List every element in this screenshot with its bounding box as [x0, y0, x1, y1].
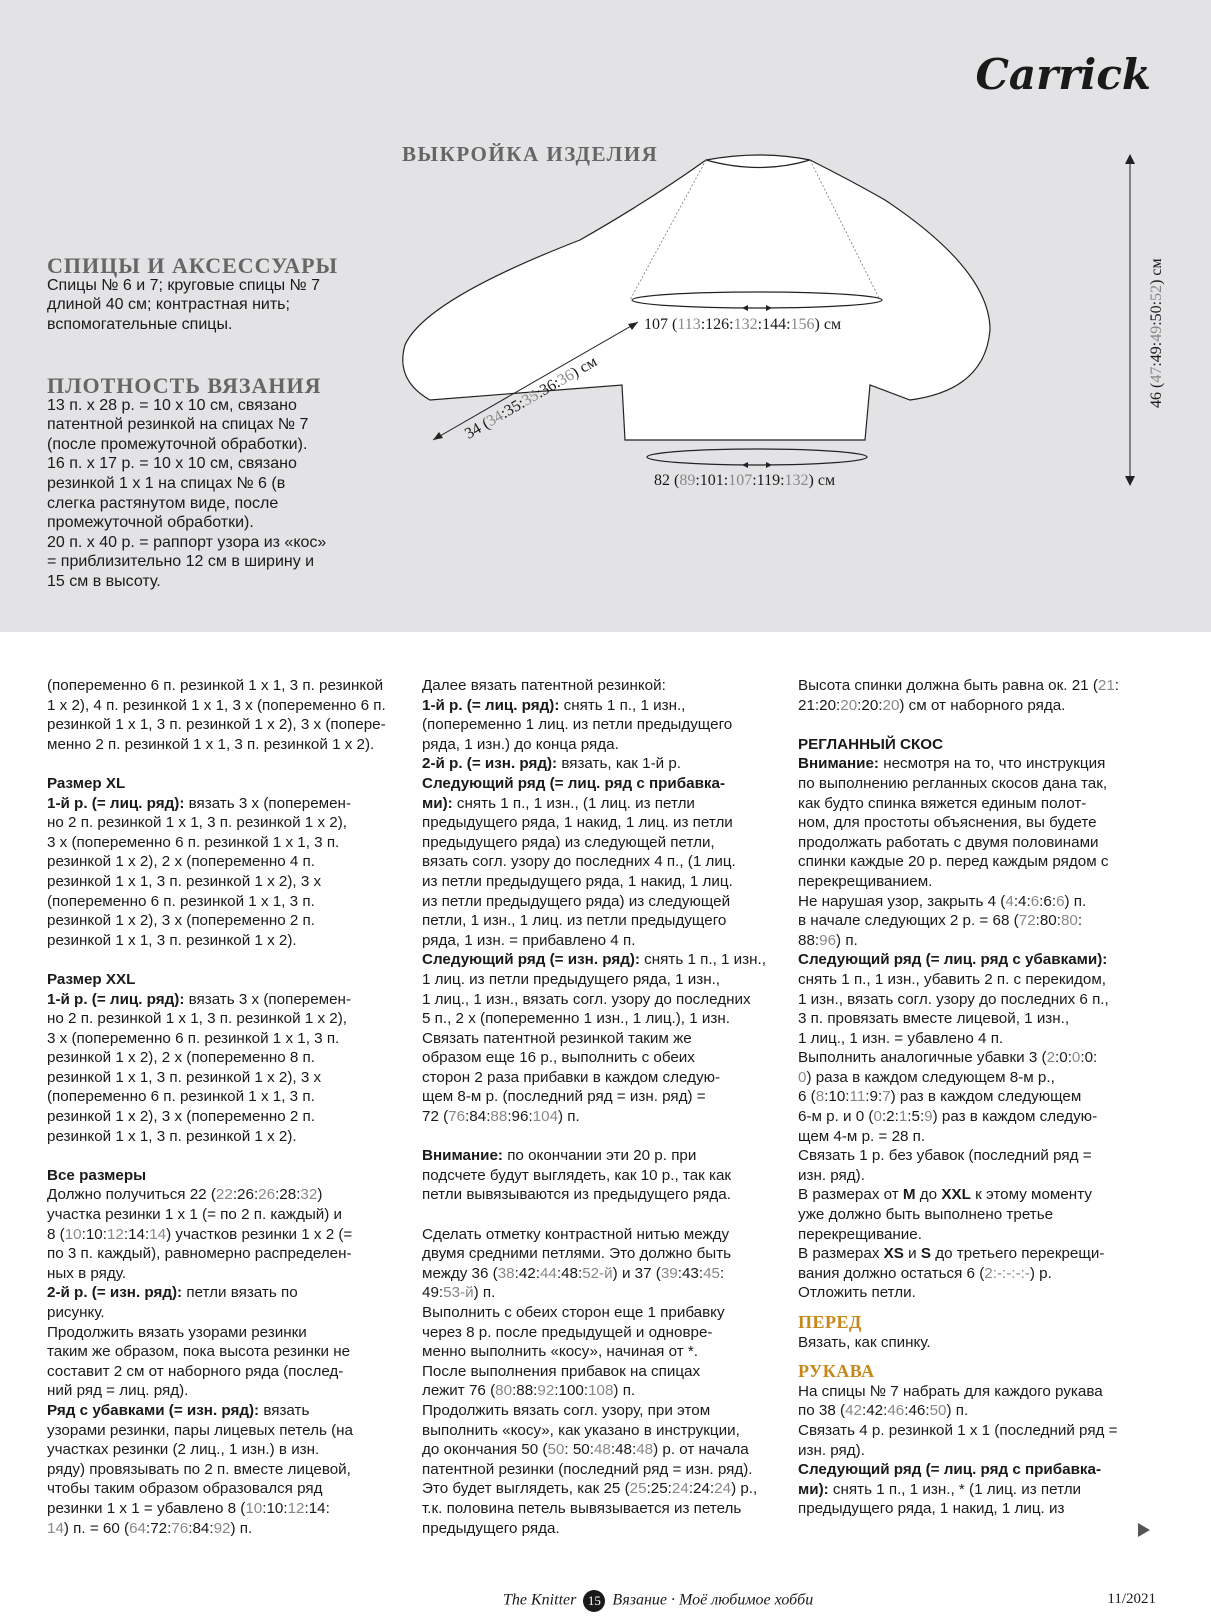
text-column-1: [47, 676, 403, 1538]
text-line: 8 (10:10:12:14:14) участков резинки 1 х 2 (=: [47, 1225, 353, 1243]
text-line: Продолжить вязать узорами резинки: [47, 1323, 307, 1341]
text-line: 2-й р. (= изн. ряд): петли вязать по: [47, 1284, 298, 1302]
text-line: перекрещиванием.: [798, 872, 933, 890]
text-line: резинкой 1 х 2), 3 х (попеременно 2 п.: [47, 912, 315, 930]
gauge-line: 13 п. х 28 р. = 10 х 10 см, связано: [47, 396, 297, 414]
text-line: т.к. половина петель вывязывается из петель: [422, 1499, 742, 1517]
text-line: Внимание: по окончании эти 20 р. при: [422, 1147, 697, 1165]
text-line: 6-м р. и 0 (0:2:1:5:9) раз в каждом следую-: [798, 1108, 1098, 1126]
text-line: Связать патентной резинкой таким же: [422, 1029, 692, 1047]
sweater-outline: [403, 155, 990, 440]
text-column-2: [422, 676, 778, 1538]
text-line: 14) п. = 60 (64:72:76:84:92) п.: [47, 1519, 253, 1537]
text-line: менно 2 п. резинкой 1 х 1, 3 п. резинкой 1 х 2).: [47, 735, 375, 753]
text-line: Ряд с убавками (= изн. ряд): вязать: [47, 1401, 310, 1419]
text-line: ряда, 1 изн. = прибавлено 4 п.: [422, 931, 636, 949]
text-line: участка резинки 1 х 1 (= по 2 п. каждый) и: [47, 1206, 343, 1224]
magazine-subtitle: Вязание · Моё любимое хобби: [612, 1591, 814, 1609]
text-line: ми): снять 1 п., 1 изн., * (1 лиц. из петли: [798, 1480, 1082, 1498]
text-line: Выполнить с обеих сторон еще 1 прибавку: [422, 1304, 725, 1321]
text-line: (попеременно 6 п. резинкой 1 х 1, 3 п. резинкой: [47, 677, 384, 694]
text-line: (попеременно 1 лиц. из петли предыдущего: [422, 716, 733, 734]
text-line: ных в ряду.: [47, 1264, 127, 1282]
continue-arrow-icon: [1138, 1523, 1150, 1537]
text-line: резинкой 1 х 1, 3 п. резинкой 1 х 2).: [47, 1127, 297, 1145]
text-line: перекрещивание.: [798, 1225, 922, 1243]
sleeve-measurement: 34 (34:35:35:36:36) см: [462, 353, 601, 443]
text-line: вания должно остаться 6 (2:-:-:-:-) р.: [798, 1264, 1052, 1282]
text-line: изн. ряд).: [798, 1166, 865, 1184]
gauge-line: = приблизительно 12 см в ширину и: [47, 553, 315, 571]
text-line: по 38 (42:42:46:46:50) п.: [798, 1402, 969, 1420]
text-line: щем 8-м р. (последний ряд = изн. ряд) =: [422, 1088, 706, 1106]
needles-heading: СПИЦЫ И АКСЕССУАРЫ: [47, 253, 339, 278]
text-line: резинки 1 х 1 = убавлено 8 (10:10:12:14:: [47, 1499, 330, 1517]
text-line: резинкой 1 х 2), 2 х (попеременно 4 п.: [47, 853, 315, 871]
text-line: таким же образом, пока высота резинки не: [47, 1343, 351, 1361]
text-line: из петли предыдущего ряда) из следующей: [422, 892, 731, 910]
gauge-line: 16 п. х 17 р. = 10 х 10 см, связано: [47, 455, 297, 473]
text-line: Продолжить вязать согл. узору, при этом: [422, 1401, 711, 1419]
text-line: менно выполнить «косу», начиная от *.: [422, 1343, 699, 1361]
text-line: 72 (76:84:88:96:104) п.: [422, 1108, 580, 1126]
text-line: чтобы таким образом образовался ряд: [47, 1480, 323, 1498]
sleeves-heading: РУКАВА: [798, 1361, 875, 1382]
text-line: 1-й р. (= лиц. ряд): снять 1 п., 1 изн.,: [422, 696, 686, 714]
text-line: 1 изн., вязать согл. узору до последних 6 п.,: [798, 990, 1109, 1008]
gauge-line: 15 см в высоту.: [47, 572, 161, 590]
text-line: через 8 р. после предыдущей и одновре-: [422, 1323, 713, 1341]
text-line: изн. ряд).: [798, 1441, 865, 1459]
height-measurement: 46 (47:49:49:50:52) см: [1148, 258, 1165, 408]
text-line: 88:96) п.: [798, 931, 858, 949]
text-line: резинкой 1 х 2), 3 х (попеременно 2 п.: [47, 1108, 315, 1126]
text-line: резинкой 1 х 2), 2 х (попеременно 8 п.: [47, 1049, 315, 1067]
text-line: ний ряд = лиц. ряд).: [47, 1382, 189, 1400]
text-line: образом еще 16 р., выполнить с обеих: [422, 1049, 695, 1067]
text-line: Следующий ряд (= лиц. ряд с прибавка-: [422, 774, 726, 792]
text-line: уже должно быть выполнено третье: [798, 1206, 1054, 1224]
text-line: из петли предыдущего ряда, 1 накид, 1 лиц.: [422, 872, 733, 890]
magazine-name: The Knitter: [503, 1591, 577, 1609]
text-line: На спицы № 7 набрать для каждого рукава: [798, 1382, 1103, 1400]
needles-section: [47, 253, 392, 334]
text-line: 1 лиц. из петли предыдущего ряда, 1 изн.,: [422, 970, 721, 988]
text-line: ряду) провязывать по 2 п. вместе лицевой,: [47, 1460, 351, 1478]
text-line: резинкой 1 х 1, 3 п. резинкой 1 х 2).: [47, 931, 297, 949]
text-line: Далее вязать патентной резинкой:: [422, 677, 666, 694]
gauge-line: резинкой 1 х 1 на спицах № 6 (в: [47, 474, 286, 492]
text-line: петли, 1 изн., 1 лиц. из петли предыдущего: [422, 912, 727, 930]
text-line: ном, для простоты объяснения, вы будете: [798, 814, 1097, 832]
text-line: 21:20:20:20:20) см от наборного ряда.: [798, 696, 1066, 714]
text-line: до окончания 50 (50: 50:48:48:48) р. от начала: [422, 1441, 749, 1459]
text-line: В размерах XS и S до третьего перекрещи-: [798, 1245, 1105, 1263]
text-line: предыдущего ряда.: [422, 1519, 560, 1537]
text-line: лежит 76 (80:88:92:100:108) п.: [422, 1382, 636, 1400]
gauge-line: слегка растянутом виде, после: [47, 494, 279, 512]
text-line: 1 х 2), 4 п. резинкой 1 х 1, 3 х (попеременно 6 п.: [47, 696, 386, 714]
text-line: Это будет выглядеть, как 25 (25:25:24:24:24) р.,: [422, 1480, 758, 1498]
gauge-line: патентной резинкой на спицах № 7: [47, 416, 309, 434]
text-line: выполнить «косу», как указано в инструкции,: [422, 1421, 740, 1439]
text-line: спинки каждые 20 р. перед каждым рядом с: [798, 853, 1109, 871]
text-line: Выполнить аналогичные убавки 3 (2:0:0:0:: [798, 1049, 1098, 1067]
text-line: 49:53-й) п.: [422, 1284, 496, 1302]
text-line: Следующий ряд (= изн. ряд): снять 1 п., 1 изн.,: [422, 951, 766, 969]
gauge-line: (после промежуточной обработки).: [47, 435, 308, 453]
text-line: в начале следующих 2 р. = 68 (72:80:80:: [798, 912, 1083, 930]
text-line: предыдущего ряда) из следующей петли,: [422, 833, 715, 851]
text-line: подсчете будут выглядеть, как 10 р., так как: [422, 1166, 732, 1184]
text-line: ряда, 1 изн.) до конца ряда.: [422, 735, 619, 753]
footer-masthead: [503, 1590, 813, 1612]
text-line: После выполнения прибавок на спицах: [422, 1362, 701, 1380]
text-line: резинкой 1 х 1, 3 п. резинкой 1 х 2), 3 х: [47, 872, 322, 890]
text-line: Следующий ряд (= лиц. ряд с прибавка-: [798, 1461, 1102, 1479]
text-line: 0) раза в каждом следующем 8-м р.,: [798, 1068, 1055, 1086]
text-line: (попеременно 6 п. резинкой 1 х 1, 3 п.: [47, 892, 315, 910]
text-line: Отложить петли.: [798, 1284, 916, 1302]
text-line: по 3 п. каждый), равномерно распределен-: [47, 1245, 352, 1263]
text-line: но 2 п. резинкой 1 х 1, 3 п. резинкой 1 х 2),: [47, 814, 347, 832]
text-line: 1 лиц., 1 изн., вязать согл. узору до последних: [422, 990, 751, 1008]
gauge-section: [47, 373, 392, 592]
text-line: Следующий ряд (= лиц. ряд с убавками):: [798, 951, 1108, 969]
text-line: Внимание: несмотря на то, что инструкция: [798, 755, 1106, 773]
text-line: между 36 (38:42:44:48:52-й) и 37 (39:43:45:: [422, 1264, 725, 1282]
text-line: 3 п. провязать вместе лицевой, 1 изн.,: [798, 1010, 1070, 1028]
text-line: 1-й р. (= лиц. ряд): вязать 3 х (поперемен-: [47, 794, 352, 812]
all-sizes-heading: Все размеры: [47, 1166, 147, 1184]
needles-line: вспомогательные спицы.: [47, 315, 233, 333]
text-line: Сделать отметку контрастной нитью между: [422, 1225, 730, 1243]
text-line: предыдущего ряда, 1 накид, 1 лиц. из петли: [422, 814, 733, 832]
text-line: резинкой 1 х 1, 3 п. резинкой 1 х 2), 3 х (попере-: [47, 716, 386, 734]
text-line: узорами резинки, пары лицевых петель (на: [47, 1421, 353, 1439]
gauge-line: 20 п. х 40 р. = раппорт узора из «кос»: [47, 533, 327, 551]
issue-date: 11/2021: [1107, 1591, 1156, 1607]
text-line: Вязать, как спинку.: [798, 1333, 931, 1351]
gauge-line: промежуточной обработки).: [47, 514, 254, 532]
needles-line: длиной 40 см; контрастная нить;: [47, 296, 290, 314]
hem-measurement: 82 (89:101:107:119:132) см: [654, 472, 836, 489]
text-line: Связать 4 р. резинкой 1 х 1 (последний ряд =: [798, 1421, 1118, 1439]
text-line: предыдущего ряда, 1 накид, 1 лиц. из: [798, 1500, 1065, 1518]
hem-ellipse: [647, 449, 867, 465]
text-line: Должно получиться 22 (22:26:26:28:32): [47, 1186, 323, 1204]
size-xxl-heading: Размер XXL: [47, 970, 136, 988]
text-line: патентной резинки (последний ряд = изн. ряд).: [422, 1460, 753, 1478]
text-line: 6 (8:10:11:9:7) раз в каждом следующем: [798, 1088, 1082, 1106]
text-column-3: [798, 676, 1160, 1519]
text-line: 1 лиц., 1 изн. = убавлено 4 п.: [798, 1029, 1004, 1047]
size-xl-heading: Размер XL: [47, 774, 126, 792]
gauge-heading: ПЛОТНОСТЬ ВЯЗАНИЯ: [47, 373, 322, 398]
diagram-title: ВЫКРОЙКА ИЗДЕЛИЯ: [402, 142, 659, 166]
text-line: Связать 1 р. без убавок (последний ряд =: [798, 1147, 1092, 1165]
text-line: 2-й р. (= изн. ряд): вязать, как 1-й р.: [422, 755, 682, 773]
text-line: Высота спинки должна быть равна ок. 21 (21:: [798, 677, 1120, 694]
page-footer: [0, 1590, 1211, 1614]
text-line: 5 п., 2 х (попеременно 1 изн., 1 лиц.), 1 изн.: [422, 1010, 730, 1028]
text-line: ми): снять 1 п., 1 изн., (1 лиц. из петли: [422, 794, 695, 812]
text-line: но 2 п. резинкой 1 х 1, 3 п. резинкой 1 х 2),: [47, 1010, 347, 1028]
text-line: петли вывязываются из предыдущего ряда.: [422, 1186, 731, 1204]
raglan-heading: РЕГЛАННЫЙ СКОС: [798, 735, 944, 753]
chest-measurement: 107 (113:126:132:144:156) см: [644, 316, 842, 333]
text-line: как будто спинка вяжется единым полот-: [798, 794, 1087, 812]
text-line: продолжать работать с двумя половинами: [798, 833, 1099, 851]
text-line: участках резинки (2 лиц., 1 изн.) в изн.: [47, 1441, 320, 1459]
needles-line: Спицы № 6 и 7; круговые спицы № 7: [47, 276, 321, 294]
text-line: щем 4-м р. = 28 п.: [798, 1127, 926, 1145]
front-heading: ПЕРЕД: [798, 1312, 862, 1332]
text-line: по выполнению регланных скосов дана так,: [798, 774, 1108, 792]
page-number: 15: [583, 1590, 605, 1612]
text-line: 3 х (попеременно 6 п. резинкой 1 х 1, 3 п.: [47, 833, 340, 851]
text-line: сторон 2 раза прибавки в каждом следую-: [422, 1068, 721, 1086]
text-line: (попеременно 6 п. резинкой 1 х 1, 3 п.: [47, 1088, 315, 1106]
text-line: В размерах от M до XXL к этому моменту: [798, 1186, 1092, 1204]
text-line: двумя средними петлями. Это должно быть: [422, 1245, 732, 1263]
text-line: рисунку.: [47, 1304, 105, 1321]
text-line: резинкой 1 х 1, 3 п. резинкой 1 х 2), 3 х: [47, 1068, 322, 1086]
text-line: вязать согл. узору до последних 4 п., (1 лиц.: [422, 853, 736, 871]
text-line: 3 х (попеременно 6 п. резинкой 1 х 1, 3 п.: [47, 1029, 340, 1047]
text-line: Не нарушая узор, закрыть 4 (4:4:6:6:6) п.: [798, 892, 1087, 910]
pattern-title: Carrick: [975, 50, 1151, 99]
text-line: снять 1 п., 1 изн., убавить 2 п. с перекидом,: [798, 970, 1107, 988]
text-line: 1-й р. (= лиц. ряд): вязать 3 х (поперемен-: [47, 990, 352, 1008]
text-line: составит 2 см от наборного ряда (послед-: [47, 1362, 344, 1380]
